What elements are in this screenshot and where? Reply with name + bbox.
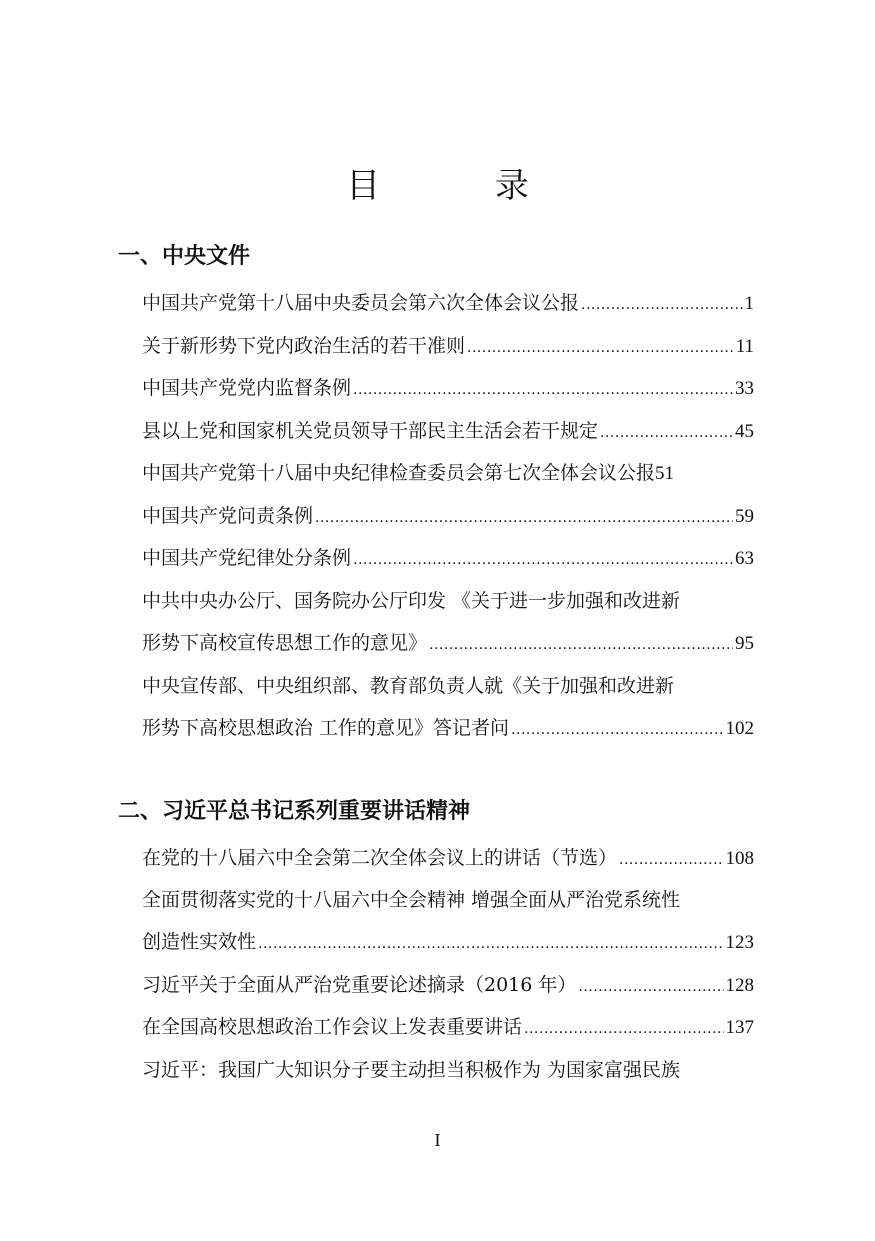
entry-title: 形势下高校思想政治 工作的意见》答记者问 bbox=[142, 717, 510, 739]
entry-title-line1: 中共中央办公厅、国务院办公厅印发 《关于进一步加强和改进新 bbox=[142, 590, 681, 612]
toc-entry[interactable] bbox=[142, 845, 754, 873]
toc-title: 目 录 bbox=[346, 166, 581, 206]
entry-title: 中国共产党第十八届中央纪律检查委员会第七次全体会议公报 bbox=[142, 462, 656, 484]
toc-entry[interactable] bbox=[142, 460, 754, 488]
toc-entry[interactable] bbox=[142, 1057, 754, 1083]
leader-dots bbox=[429, 632, 733, 658]
entry-page: 11 bbox=[735, 336, 754, 357]
leader-dots bbox=[511, 717, 723, 743]
toc-entry[interactable] bbox=[142, 290, 754, 318]
entry-title: 中国共产党党内监督条例 bbox=[142, 377, 352, 399]
entry-title-line1: 全面贯彻落实党的十八届六中全会精神 增强全面从严治党系统性 bbox=[142, 889, 681, 911]
toc-entry[interactable] bbox=[142, 887, 754, 957]
entry-page: 137 bbox=[725, 1017, 754, 1038]
leader-dots bbox=[315, 505, 733, 531]
leader-dots bbox=[258, 931, 723, 957]
entry-page: 1 bbox=[744, 293, 754, 314]
toc-entry[interactable] bbox=[142, 503, 754, 531]
entry-page: 102 bbox=[725, 718, 754, 739]
entry-title: 形势下高校宣传思想工作的意见》 bbox=[142, 632, 428, 654]
entry-page: 33 bbox=[735, 378, 754, 399]
entry-page: 63 bbox=[735, 548, 754, 569]
entry-page: 108 bbox=[725, 848, 754, 869]
toc-entry[interactable] bbox=[142, 1014, 754, 1042]
entry-title: 习近平关于全面从严治党重要论述摘录（2016 年） bbox=[142, 974, 577, 996]
entry-page: 95 bbox=[735, 633, 754, 654]
leader-dots bbox=[524, 1016, 723, 1042]
section-heading-xi-speeches: 二、习近平总书记系列重要讲话精神 bbox=[118, 799, 471, 824]
entry-title: 在党的十八届六中全会第二次全体会议上的讲话（节选） bbox=[142, 847, 618, 869]
toc-entry[interactable] bbox=[142, 972, 754, 1000]
leader-dots bbox=[619, 847, 723, 873]
leader-dots bbox=[353, 377, 733, 403]
entry-page: 51 bbox=[655, 463, 675, 484]
leader-dots bbox=[581, 292, 742, 318]
entry-title: 在全国高校思想政治工作会议上发表重要讲话 bbox=[142, 1016, 523, 1038]
toc-entry[interactable] bbox=[142, 673, 754, 743]
entry-title: 中国共产党第十八届中央委员会第六次全体会议公报 bbox=[142, 292, 580, 314]
entry-title: 创造性实效性 bbox=[142, 931, 257, 953]
toc-entry[interactable] bbox=[142, 545, 754, 573]
leader-dots bbox=[353, 547, 733, 573]
entry-title: 中国共产党纪律处分条例 bbox=[142, 547, 352, 569]
entry-title: 中国共产党问责条例 bbox=[142, 505, 314, 527]
entry-title-line1: 中央宣传部、中央组织部、教育部负责人就《关于加强和改进新 bbox=[142, 675, 675, 697]
toc-entry[interactable] bbox=[142, 333, 754, 361]
toc-entry[interactable] bbox=[142, 588, 754, 658]
page-number: I bbox=[434, 1130, 441, 1150]
entry-page: 128 bbox=[725, 975, 754, 996]
toc-entry[interactable] bbox=[142, 375, 754, 403]
entry-title-line1: 习近平：我国广大知识分子要主动担当积极作为 为国家富强民族 bbox=[142, 1059, 681, 1081]
entry-page: 123 bbox=[725, 932, 754, 953]
entry-title: 县以上党和国家机关党员领导干部民主生活会若干规定 bbox=[142, 420, 599, 442]
leader-dots bbox=[467, 335, 734, 361]
leader-dots bbox=[600, 420, 733, 446]
entry-title: 关于新形势下党内政治生活的若干准则 bbox=[142, 335, 466, 357]
section-heading-central-documents: 一、中央文件 bbox=[118, 244, 251, 269]
entry-page: 59 bbox=[735, 506, 754, 527]
entry-page: 45 bbox=[735, 421, 754, 442]
leader-dots bbox=[578, 974, 723, 1000]
toc-entry[interactable] bbox=[142, 418, 754, 446]
